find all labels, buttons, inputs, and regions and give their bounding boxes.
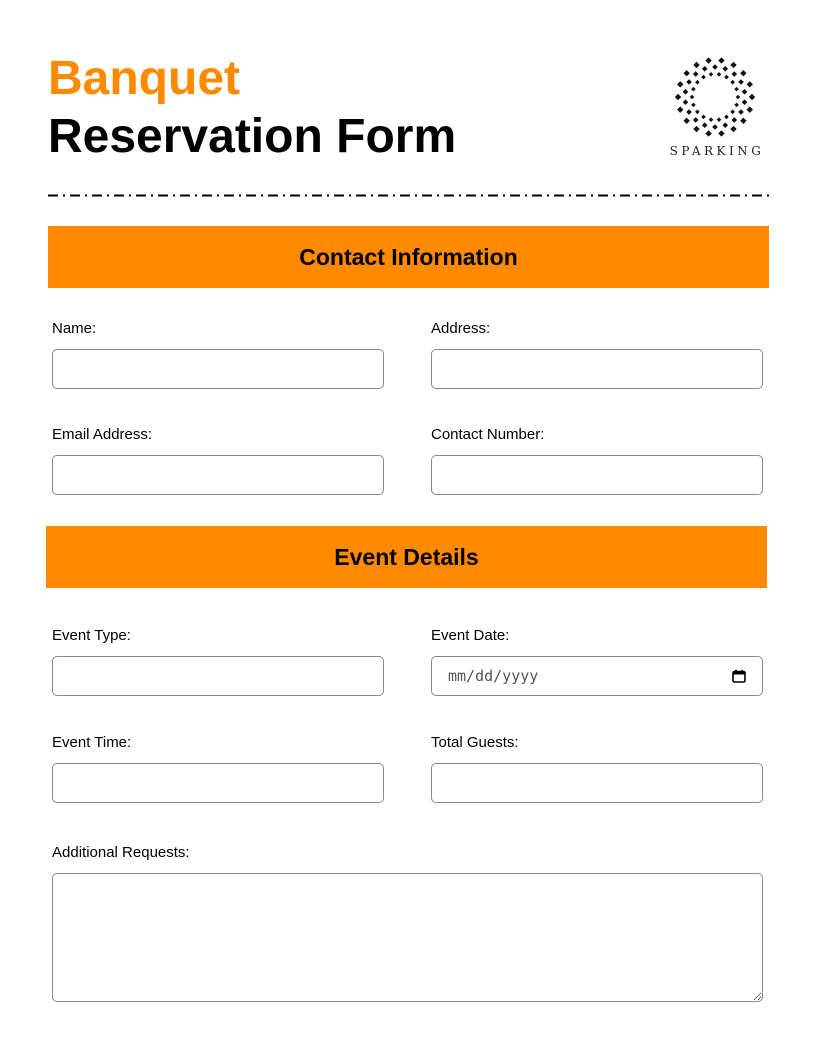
name-field[interactable] (52, 349, 384, 389)
total-guests-label: Total Guests: (431, 734, 519, 751)
event-time-label: Event Time: (52, 734, 132, 751)
sparkle-burst-logo-icon (674, 56, 756, 138)
contact-number-field[interactable] (431, 455, 763, 495)
contact-number-label: Contact Number: (431, 426, 545, 443)
address-field[interactable] (431, 349, 763, 389)
event-date-placeholder: mm/dd/yyyy (448, 667, 539, 685)
page-title-reservation-form: Reservation Form (48, 110, 457, 163)
event-date-field[interactable] (431, 656, 763, 696)
event-type-field[interactable] (52, 656, 384, 696)
address-label: Address: (431, 320, 491, 337)
contact-information-heading: Contact Information (48, 226, 769, 288)
email-address-label: Email Address: (52, 426, 153, 443)
email-address-field[interactable] (52, 455, 384, 495)
dash-dot-divider (48, 194, 769, 197)
sparking-logo (664, 56, 770, 162)
event-details-heading: Event Details (46, 526, 767, 588)
name-label: Name: (52, 320, 97, 337)
additional-requests-field[interactable] (52, 873, 763, 1002)
calendar-icon[interactable] (732, 669, 746, 683)
event-date-label: Event Date: (431, 627, 510, 644)
event-time-field[interactable] (52, 763, 384, 803)
event-type-label: Event Type: (52, 627, 131, 644)
additional-requests-label: Additional Requests: (52, 844, 190, 861)
page-title-banquet: Banquet (48, 52, 240, 105)
logo-wordmark: SPARKING (669, 144, 765, 158)
total-guests-field[interactable] (431, 763, 763, 803)
